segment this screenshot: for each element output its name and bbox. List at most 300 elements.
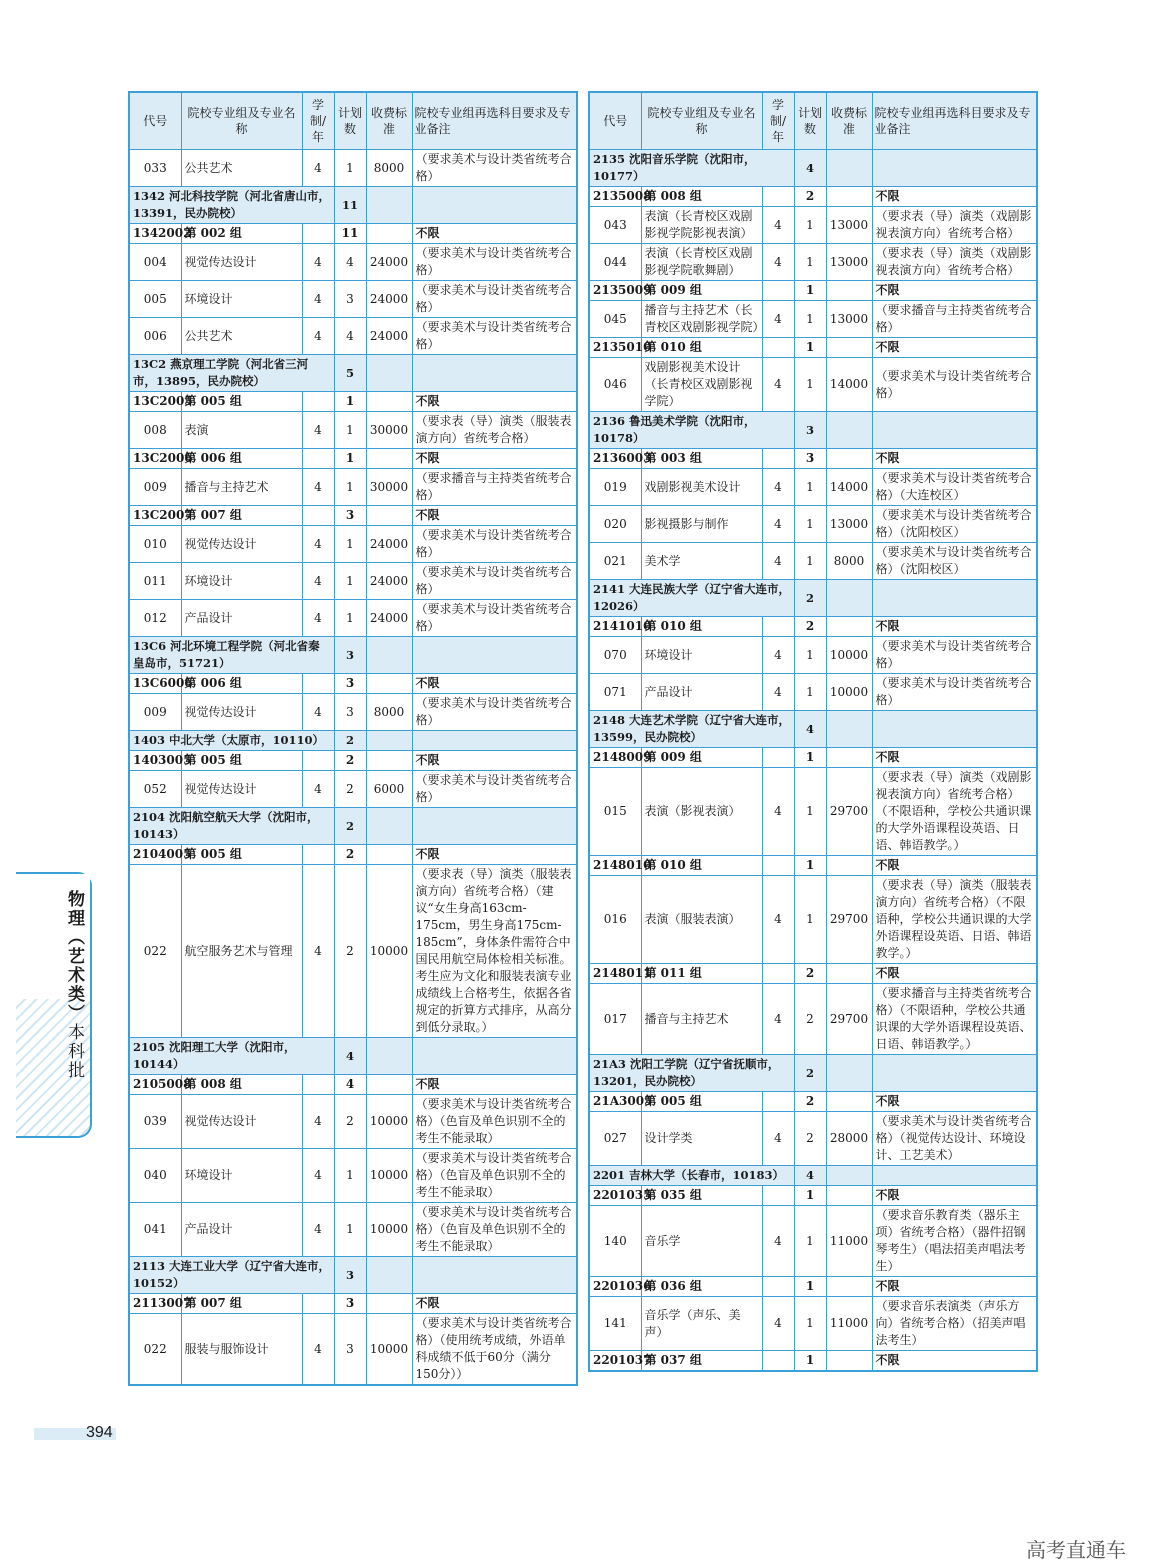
group-years bbox=[302, 674, 334, 694]
major-code: 141 bbox=[589, 1297, 641, 1351]
major-row bbox=[129, 1314, 577, 1386]
major-row bbox=[589, 876, 1037, 964]
major-years: 4 bbox=[762, 674, 794, 711]
school-name: 13C6 河北环境工程学院（河北省秦皇岛市，51721） bbox=[129, 637, 334, 674]
major-name: 航空服务艺术与管理 bbox=[181, 865, 302, 1038]
major-row bbox=[589, 244, 1037, 281]
major-note: （要求美术与设计类省统考合格） bbox=[412, 318, 577, 355]
group-note: 不限 bbox=[872, 449, 1037, 469]
major-name: 视觉传达设计 bbox=[181, 694, 302, 731]
major-row bbox=[129, 526, 577, 563]
group-note: 不限 bbox=[872, 856, 1037, 876]
group-row bbox=[589, 1092, 1037, 1112]
school-row bbox=[129, 1257, 577, 1294]
group-row bbox=[129, 224, 577, 244]
major-name: 表演（长青校区戏剧影视学院歌舞剧） bbox=[641, 244, 762, 281]
major-note: （要求美术与设计类省统考合格）（大连校区） bbox=[872, 469, 1037, 506]
major-plan: 1 bbox=[794, 244, 826, 281]
major-fee: 24000 bbox=[366, 526, 412, 563]
major-fee: 10000 bbox=[366, 1203, 412, 1257]
major-name: 产品设计 bbox=[181, 600, 302, 637]
major-row bbox=[589, 1297, 1037, 1351]
school-row bbox=[589, 150, 1037, 187]
group-fee bbox=[826, 1277, 872, 1297]
major-years: 4 bbox=[762, 358, 794, 412]
major-fee: 10000 bbox=[826, 637, 872, 674]
major-code: 016 bbox=[589, 876, 641, 964]
group-note: 不限 bbox=[872, 964, 1037, 984]
major-years: 4 bbox=[302, 412, 334, 449]
major-code: 041 bbox=[129, 1203, 181, 1257]
group-plan: 2 bbox=[794, 1092, 826, 1112]
major-plan: 2 bbox=[334, 1095, 366, 1149]
major-name: 播音与主持艺术（长青校区戏剧影视学院） bbox=[641, 301, 762, 338]
header-name: 院校专业组及专业名称 bbox=[181, 92, 302, 150]
school-note bbox=[412, 1038, 577, 1075]
group-fee bbox=[826, 449, 872, 469]
group-note: 不限 bbox=[412, 224, 577, 244]
group-years bbox=[762, 856, 794, 876]
group-row bbox=[589, 449, 1037, 469]
school-plan: 2 bbox=[334, 808, 366, 845]
school-row bbox=[589, 1166, 1037, 1186]
major-code: 019 bbox=[589, 469, 641, 506]
group-name: 第 005 组 bbox=[181, 751, 302, 771]
school-note bbox=[412, 187, 577, 224]
major-years: 4 bbox=[302, 771, 334, 808]
school-row bbox=[129, 731, 577, 751]
major-name: 美术学 bbox=[641, 543, 762, 580]
major-note: （要求表（导）演类（服装表演方向）省统考合格） bbox=[412, 412, 577, 449]
major-name: 视觉传达设计 bbox=[181, 771, 302, 808]
major-fee: 28000 bbox=[826, 1112, 872, 1166]
major-code: 043 bbox=[589, 207, 641, 244]
school-note bbox=[412, 637, 577, 674]
group-plan: 1 bbox=[794, 338, 826, 358]
major-name: 表演（服装表演） bbox=[641, 876, 762, 964]
major-code: 009 bbox=[129, 469, 181, 506]
group-row bbox=[589, 338, 1037, 358]
major-years: 4 bbox=[302, 469, 334, 506]
school-plan: 3 bbox=[334, 1257, 366, 1294]
group-years bbox=[762, 1351, 794, 1372]
major-row bbox=[129, 600, 577, 637]
side-label-sub: 本科批 bbox=[64, 1023, 84, 1080]
group-name: 第 002 组 bbox=[181, 224, 302, 244]
major-code: 046 bbox=[589, 358, 641, 412]
major-name: 环境设计 bbox=[181, 1149, 302, 1203]
school-name: 1403 中北大学（太原市，10110） bbox=[129, 731, 334, 751]
group-fee bbox=[366, 845, 412, 865]
major-name: 表演（长青校区戏剧影视学院影视表演） bbox=[641, 207, 762, 244]
group-name: 第 008 组 bbox=[641, 187, 762, 207]
major-fee: 6000 bbox=[366, 771, 412, 808]
major-years: 4 bbox=[302, 600, 334, 637]
major-plan: 1 bbox=[794, 207, 826, 244]
major-years: 4 bbox=[762, 1297, 794, 1351]
group-code: 2148010 bbox=[589, 856, 641, 876]
major-name: 音乐学 bbox=[641, 1206, 762, 1277]
major-plan: 4 bbox=[334, 244, 366, 281]
major-fee: 13000 bbox=[826, 244, 872, 281]
major-fee: 24000 bbox=[366, 281, 412, 318]
major-years: 4 bbox=[762, 469, 794, 506]
group-note: 不限 bbox=[412, 751, 577, 771]
group-code: 2135010 bbox=[589, 338, 641, 358]
major-plan: 1 bbox=[334, 1149, 366, 1203]
major-code: 140 bbox=[589, 1206, 641, 1277]
major-row bbox=[589, 469, 1037, 506]
group-years bbox=[762, 449, 794, 469]
major-name: 产品设计 bbox=[641, 674, 762, 711]
group-code: 2104005 bbox=[129, 845, 181, 865]
school-name: 2113 大连工业大学（辽宁省大连市，10152） bbox=[129, 1257, 334, 1294]
header-note: 院校专业组再选科目要求及专业备注 bbox=[412, 92, 577, 150]
major-plan: 2 bbox=[334, 771, 366, 808]
group-fee bbox=[366, 1075, 412, 1095]
group-fee bbox=[826, 748, 872, 768]
group-years bbox=[302, 1075, 334, 1095]
section-side-tab bbox=[16, 872, 92, 1138]
group-code: 2105008 bbox=[129, 1075, 181, 1095]
major-note: （要求音乐教育类（器乐主项）省统考合格）（器件招钢琴考生）（唱法招美声唱法考生） bbox=[872, 1206, 1037, 1277]
major-row bbox=[589, 301, 1037, 338]
group-note: 不限 bbox=[872, 281, 1037, 301]
major-note: （要求美术与设计类省统考合格）（沈阳校区） bbox=[872, 506, 1037, 543]
major-row bbox=[589, 1206, 1037, 1277]
major-row bbox=[129, 244, 577, 281]
major-note: （要求表（导）演类（戏剧影视表演方向）省统考合格） bbox=[872, 207, 1037, 244]
school-fee bbox=[826, 1166, 872, 1186]
group-row bbox=[589, 1351, 1037, 1372]
major-plan: 1 bbox=[334, 526, 366, 563]
group-code: 2148011 bbox=[589, 964, 641, 984]
group-code: 13C2005 bbox=[129, 392, 181, 412]
header-fee: 收费标准 bbox=[826, 92, 872, 150]
major-plan: 1 bbox=[794, 469, 826, 506]
major-code: 040 bbox=[129, 1149, 181, 1203]
school-plan: 3 bbox=[794, 412, 826, 449]
group-row bbox=[129, 674, 577, 694]
major-plan: 1 bbox=[794, 674, 826, 711]
group-plan: 1 bbox=[334, 449, 366, 469]
school-fee bbox=[366, 1257, 412, 1294]
major-row bbox=[129, 694, 577, 731]
major-years: 4 bbox=[762, 506, 794, 543]
group-name: 第 006 组 bbox=[181, 674, 302, 694]
group-row bbox=[589, 748, 1037, 768]
school-note bbox=[412, 808, 577, 845]
major-plan: 1 bbox=[794, 768, 826, 856]
major-name: 视觉传达设计 bbox=[181, 1095, 302, 1149]
header-plan: 计划数 bbox=[334, 92, 366, 150]
major-plan: 1 bbox=[794, 543, 826, 580]
group-plan: 1 bbox=[334, 392, 366, 412]
school-note bbox=[872, 412, 1037, 449]
group-plan: 11 bbox=[334, 224, 366, 244]
group-years bbox=[762, 281, 794, 301]
group-fee bbox=[826, 617, 872, 637]
school-plan: 2 bbox=[794, 580, 826, 617]
school-row bbox=[589, 711, 1037, 748]
major-name: 影视摄影与制作 bbox=[641, 506, 762, 543]
major-note: （要求美术与设计类省统考合格）（视觉传达设计、环境设计、工艺美术） bbox=[872, 1112, 1037, 1166]
header-fee: 收费标准 bbox=[366, 92, 412, 150]
major-plan: 4 bbox=[334, 318, 366, 355]
school-row bbox=[589, 412, 1037, 449]
major-code: 005 bbox=[129, 281, 181, 318]
group-code: 2201035 bbox=[589, 1186, 641, 1206]
school-row bbox=[129, 355, 577, 392]
group-row bbox=[589, 856, 1037, 876]
school-fee bbox=[366, 731, 412, 751]
major-code: 070 bbox=[589, 637, 641, 674]
group-code: 13C6006 bbox=[129, 674, 181, 694]
major-fee: 10000 bbox=[366, 1149, 412, 1203]
group-row bbox=[129, 1075, 577, 1095]
major-fee: 11000 bbox=[826, 1206, 872, 1277]
group-row bbox=[589, 617, 1037, 637]
group-plan: 1 bbox=[794, 856, 826, 876]
group-name: 第 010 组 bbox=[641, 856, 762, 876]
group-plan: 1 bbox=[794, 1277, 826, 1297]
major-years: 4 bbox=[302, 563, 334, 600]
header-years: 学制/年 bbox=[302, 92, 334, 150]
major-code: 006 bbox=[129, 318, 181, 355]
group-years bbox=[762, 187, 794, 207]
major-row bbox=[589, 506, 1037, 543]
group-plan: 3 bbox=[334, 506, 366, 526]
major-note: （要求美术与设计类省统考合格） bbox=[412, 694, 577, 731]
major-note: （要求美术与设计类省统考合格） bbox=[412, 281, 577, 318]
major-name: 设计学类 bbox=[641, 1112, 762, 1166]
major-code: 012 bbox=[129, 600, 181, 637]
major-note: （要求美术与设计类省统考合格）（色盲及单色识别不全的考生不能录取） bbox=[412, 1149, 577, 1203]
school-plan: 4 bbox=[334, 1038, 366, 1075]
major-note: （要求美术与设计类省统考合格） bbox=[872, 358, 1037, 412]
major-fee: 8000 bbox=[366, 150, 412, 187]
major-fee: 13000 bbox=[826, 207, 872, 244]
group-fee bbox=[366, 506, 412, 526]
major-name: 环境设计 bbox=[181, 281, 302, 318]
major-code: 008 bbox=[129, 412, 181, 449]
school-note bbox=[872, 580, 1037, 617]
group-name: 第 035 组 bbox=[641, 1186, 762, 1206]
major-note: （要求美术与设计类省统考合格） bbox=[412, 526, 577, 563]
major-fee: 11000 bbox=[826, 1297, 872, 1351]
header-code: 代号 bbox=[589, 92, 641, 150]
major-row bbox=[589, 637, 1037, 674]
school-row bbox=[129, 637, 577, 674]
major-code: 015 bbox=[589, 768, 641, 856]
major-code: 021 bbox=[589, 543, 641, 580]
group-code: 1403005 bbox=[129, 751, 181, 771]
major-fee: 13000 bbox=[826, 301, 872, 338]
major-fee: 10000 bbox=[366, 865, 412, 1038]
major-note: （要求美术与设计类省统考合格） bbox=[412, 600, 577, 637]
group-note: 不限 bbox=[412, 1294, 577, 1314]
school-fee bbox=[826, 711, 872, 748]
major-row bbox=[129, 318, 577, 355]
major-code: 022 bbox=[129, 1314, 181, 1386]
group-years bbox=[762, 617, 794, 637]
major-name: 戏剧影视美术设计 bbox=[641, 469, 762, 506]
group-name: 第 009 组 bbox=[641, 281, 762, 301]
major-note: （要求播音与主持类省统考合格） bbox=[872, 301, 1037, 338]
group-years bbox=[762, 338, 794, 358]
major-name: 视觉传达设计 bbox=[181, 526, 302, 563]
group-plan: 2 bbox=[794, 187, 826, 207]
group-years bbox=[762, 1092, 794, 1112]
group-code: 1342002 bbox=[129, 224, 181, 244]
major-note: （要求美术与设计类省统考合格）（色盲及单色识别不全的考生不能录取） bbox=[412, 1095, 577, 1149]
group-fee bbox=[366, 1294, 412, 1314]
group-code: 21A3005 bbox=[589, 1092, 641, 1112]
group-row bbox=[129, 751, 577, 771]
major-code: 045 bbox=[589, 301, 641, 338]
major-fee: 24000 bbox=[366, 563, 412, 600]
group-plan: 2 bbox=[334, 845, 366, 865]
school-row bbox=[129, 808, 577, 845]
group-row bbox=[129, 845, 577, 865]
group-note: 不限 bbox=[872, 1092, 1037, 1112]
group-years bbox=[762, 1186, 794, 1206]
major-name: 表演（影视表演） bbox=[641, 768, 762, 856]
group-plan: 2 bbox=[334, 751, 366, 771]
major-plan: 1 bbox=[794, 1297, 826, 1351]
group-name: 第 006 组 bbox=[181, 449, 302, 469]
group-fee bbox=[366, 674, 412, 694]
group-years bbox=[302, 506, 334, 526]
major-note: （要求播音与主持类省统考合格） bbox=[412, 469, 577, 506]
header-years: 学制/年 bbox=[762, 92, 794, 150]
major-fee: 13000 bbox=[826, 506, 872, 543]
group-fee bbox=[826, 964, 872, 984]
major-fee: 24000 bbox=[366, 318, 412, 355]
major-years: 4 bbox=[762, 876, 794, 964]
group-years bbox=[302, 1294, 334, 1314]
major-row bbox=[129, 563, 577, 600]
school-plan: 4 bbox=[794, 1166, 826, 1186]
group-name: 第 036 组 bbox=[641, 1277, 762, 1297]
school-row bbox=[589, 1055, 1037, 1092]
table-header bbox=[129, 92, 577, 150]
major-note: （要求美术与设计类省统考合格） bbox=[872, 637, 1037, 674]
group-note: 不限 bbox=[872, 1351, 1037, 1372]
major-name: 戏剧影视美术设计（长青校区戏剧影视学院） bbox=[641, 358, 762, 412]
school-fee bbox=[826, 1055, 872, 1092]
group-years bbox=[302, 751, 334, 771]
major-code: 011 bbox=[129, 563, 181, 600]
group-fee bbox=[366, 449, 412, 469]
admission-table-left bbox=[128, 91, 578, 1386]
group-name: 第 007 组 bbox=[181, 506, 302, 526]
major-row bbox=[589, 358, 1037, 412]
group-note: 不限 bbox=[412, 506, 577, 526]
group-name: 第 010 组 bbox=[641, 338, 762, 358]
school-row bbox=[129, 1038, 577, 1075]
school-note bbox=[412, 731, 577, 751]
major-row bbox=[129, 1095, 577, 1149]
major-name: 音乐学（声乐、美声） bbox=[641, 1297, 762, 1351]
school-name: 1342 河北科技学院（河北省唐山市，13391，民办院校） bbox=[129, 187, 334, 224]
group-plan: 3 bbox=[334, 1294, 366, 1314]
group-name: 第 007 组 bbox=[181, 1294, 302, 1314]
group-code: 13C2006 bbox=[129, 449, 181, 469]
group-code: 2201037 bbox=[589, 1351, 641, 1372]
major-plan: 2 bbox=[794, 1112, 826, 1166]
major-plan: 3 bbox=[334, 281, 366, 318]
major-note: （要求美术与设计类省统考合格） bbox=[412, 150, 577, 187]
major-fee: 29700 bbox=[826, 768, 872, 856]
group-fee bbox=[826, 1092, 872, 1112]
major-plan: 1 bbox=[334, 469, 366, 506]
school-name: 2104 沈阳航空航天大学（沈阳市，10143） bbox=[129, 808, 334, 845]
group-code: 13C2007 bbox=[129, 506, 181, 526]
major-years: 4 bbox=[302, 1095, 334, 1149]
group-fee bbox=[826, 281, 872, 301]
watermark: 高考直通车 bbox=[1026, 1538, 1126, 1562]
major-fee: 29700 bbox=[826, 876, 872, 964]
major-code: 022 bbox=[129, 865, 181, 1038]
major-plan: 2 bbox=[794, 984, 826, 1055]
major-row bbox=[129, 150, 577, 187]
group-row bbox=[589, 281, 1037, 301]
major-row bbox=[129, 1203, 577, 1257]
major-row bbox=[589, 543, 1037, 580]
major-name: 产品设计 bbox=[181, 1203, 302, 1257]
school-fee bbox=[826, 150, 872, 187]
major-row bbox=[129, 771, 577, 808]
group-years bbox=[302, 845, 334, 865]
group-note: 不限 bbox=[872, 748, 1037, 768]
school-row bbox=[129, 187, 577, 224]
school-name: 2201 吉林大学（长春市，10183） bbox=[589, 1166, 794, 1186]
major-name: 播音与主持艺术 bbox=[641, 984, 762, 1055]
school-plan: 2 bbox=[334, 731, 366, 751]
major-years: 4 bbox=[762, 768, 794, 856]
major-row bbox=[129, 469, 577, 506]
school-fee bbox=[366, 637, 412, 674]
major-years: 4 bbox=[762, 1112, 794, 1166]
group-note: 不限 bbox=[872, 1277, 1037, 1297]
major-row bbox=[129, 281, 577, 318]
school-plan: 4 bbox=[794, 711, 826, 748]
major-fee: 10000 bbox=[366, 1095, 412, 1149]
major-plan: 3 bbox=[334, 1314, 366, 1386]
group-row bbox=[129, 392, 577, 412]
major-fee: 8000 bbox=[366, 694, 412, 731]
school-fee bbox=[366, 355, 412, 392]
group-years bbox=[762, 748, 794, 768]
group-plan: 4 bbox=[334, 1075, 366, 1095]
group-name: 第 003 组 bbox=[641, 449, 762, 469]
major-years: 4 bbox=[762, 543, 794, 580]
table-header bbox=[589, 92, 1037, 150]
major-plan: 1 bbox=[794, 876, 826, 964]
major-plan: 1 bbox=[794, 637, 826, 674]
group-row bbox=[589, 1186, 1037, 1206]
group-plan: 3 bbox=[334, 674, 366, 694]
major-plan: 1 bbox=[794, 301, 826, 338]
major-row bbox=[589, 984, 1037, 1055]
major-code: 009 bbox=[129, 694, 181, 731]
major-fee: 24000 bbox=[366, 244, 412, 281]
major-note: （要求表（导）演类（戏剧影视表演方向）省统考合格） bbox=[872, 244, 1037, 281]
major-fee: 29700 bbox=[826, 984, 872, 1055]
major-years: 4 bbox=[762, 301, 794, 338]
major-plan: 1 bbox=[794, 358, 826, 412]
